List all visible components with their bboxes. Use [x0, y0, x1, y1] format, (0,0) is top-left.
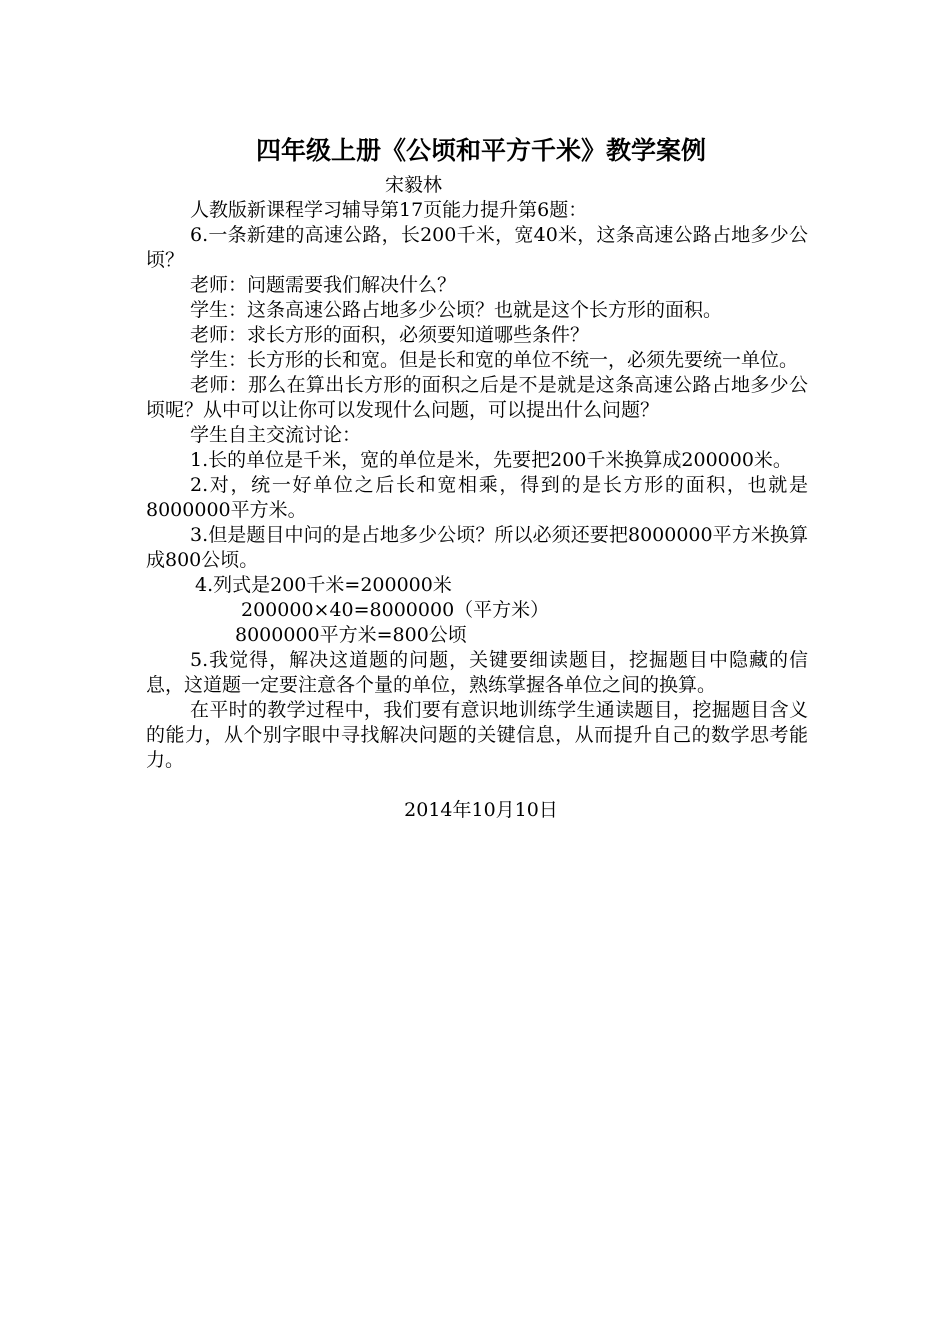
- dialogue-paragraph: 学生：这条高速公路占地多少公顷？也就是这个长方形的面积。: [190, 299, 723, 321]
- blank-line: [146, 773, 808, 798]
- document-date: 2014年10月10日: [404, 799, 558, 821]
- dialogue-paragraph: 学生：长方形的长和宽。但是长和宽的单位不统一，必须先要统一单位。: [190, 349, 799, 371]
- discussion-point: 5.我觉得，解决这道题的问题，关键要细读题目，挖掘题目中隐藏的信息，这道题一定要注意各个量的单位，熟练掌握各单位之间的换算。: [146, 649, 808, 696]
- author-name: 宋毅林: [385, 174, 443, 196]
- discussion-heading: 学生自主交流讨论：: [190, 424, 362, 446]
- conclusion-paragraph: 在平时的教学过程中，我们要有意识地训练学生通读题目，挖掘题目含义的能力，从个别字眼中寻找解决问题的关键信息，从而提升自己的数学思考能力。: [146, 699, 808, 771]
- document-page: [146, 136, 808, 823]
- document-title: 四年级上册《公顷和平方千米》教学案例: [255, 136, 706, 165]
- discussion-point: 3.但是题目中问的是占地多少公顷？所以必须还要把8000000平方米换算成800公顷。: [146, 524, 808, 571]
- discussion-point: 1.长的单位是千米，宽的单位是米，先要把200千米换算成200000米。: [190, 449, 792, 471]
- intro-paragraph: 人教版新课程学习辅导第17页能力提升第6题：: [190, 199, 588, 221]
- dialogue-paragraph: 老师：求长方形的面积，必须要知道哪些条件？: [190, 324, 590, 346]
- problem-paragraph: 6.一条新建的高速公路，长200千米，宽40米，这条高速公路占地多少公顷？: [146, 224, 808, 271]
- formula-line: 200000×40=8000000（平方米）: [241, 599, 550, 621]
- formula-line: 4.列式是200千米=200000米: [195, 574, 452, 596]
- dialogue-paragraph: 老师：问题需要我们解决什么？: [190, 274, 457, 296]
- discussion-point: 2.对，统一好单位之后长和宽相乘，得到的是长方形的面积，也就是8000000平方米。: [146, 474, 808, 521]
- dialogue-paragraph: 老师：那么在算出长方形的面积之后是不是就是这条高速公路占地多少公顷呢？从中可以让你可以发现什么问题，可以提出什么问题？: [146, 374, 808, 421]
- formula-line: 8000000平方米=800公顷: [235, 624, 467, 646]
